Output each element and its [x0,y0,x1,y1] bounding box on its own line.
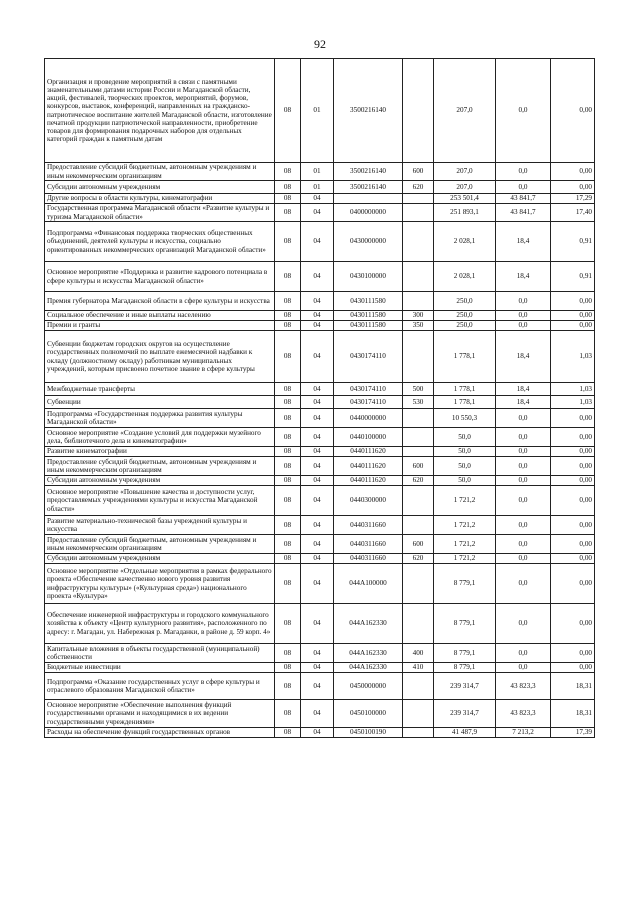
row-section-cell: 08 [275,428,301,447]
row-percent-cell: 18,31 [551,700,595,728]
row-section-cell: 08 [275,194,301,204]
row-name-cell: Субвенции бюджетам городских округов на осуществление государственных полномочий по выплате ежемесячной надбавки к окладу (должностному окладу) работникам муниципальных учреждений, которым присвоено почетное звание в сфере культуры [45,331,275,383]
row-section-cell: 08 [275,447,301,457]
row-percent-cell: 0,00 [551,409,595,428]
table-row [45,700,595,728]
row-exec-cell: 0,0 [496,311,551,321]
row-name-cell: Бюджетные инвестиции [45,663,275,673]
row-subsection-cell: 04 [301,204,334,222]
row-percent-cell: 0,00 [551,554,595,564]
row-target-cell: 0450100190 [334,728,403,738]
row-name-cell: Субсидии автономным учреждениям [45,181,275,194]
row-name-cell: Развитие кинематографии [45,447,275,457]
row-type-cell [403,564,434,604]
row-exec-cell: 43 841,7 [496,194,551,204]
row-subsection-cell: 04 [301,383,334,396]
row-percent-cell: 0,00 [551,663,595,673]
table-row [45,321,595,331]
row-exec-cell: 0,0 [496,428,551,447]
row-exec-cell: 0,0 [496,447,551,457]
row-plan-cell: 253 501,4 [434,194,496,204]
table-row [45,204,595,222]
row-target-cell: 0440311660 [334,535,403,554]
row-type-cell: 600 [403,163,434,181]
row-plan-cell: 50,0 [434,476,496,486]
row-target-cell: 0430174110 [334,331,403,383]
row-type-cell [403,204,434,222]
row-exec-cell: 43 823,3 [496,673,551,700]
table-row [45,486,595,516]
table-row [45,428,595,447]
row-percent-cell: 0,91 [551,222,595,262]
row-subsection-cell: 04 [301,476,334,486]
row-subsection-cell: 04 [301,564,334,604]
row-type-cell [403,428,434,447]
row-subsection-cell: 04 [301,486,334,516]
row-exec-cell: 0,0 [496,604,551,644]
row-target-cell: 044A162330 [334,644,403,663]
row-target-cell: 0430174110 [334,396,403,409]
row-type-cell: 500 [403,383,434,396]
row-percent-cell: 0,91 [551,262,595,292]
row-plan-cell: 1 778,1 [434,383,496,396]
row-percent-cell: 0,00 [551,457,595,476]
table-row [45,476,595,486]
table-row [45,163,595,181]
row-subsection-cell: 04 [301,516,334,535]
row-exec-cell: 0,0 [496,163,551,181]
row-plan-cell: 8 779,1 [434,663,496,673]
table-row [45,396,595,409]
row-target-cell: 0440000000 [334,409,403,428]
row-name-cell: Предоставление субсидий бюджетным, автономным учреждениям и иным некоммерческим организациям [45,457,275,476]
row-plan-cell: 1 721,2 [434,486,496,516]
row-section-cell: 08 [275,59,301,163]
row-type-cell [403,700,434,728]
row-percent-cell: 0,00 [551,604,595,644]
table-row [45,331,595,383]
row-name-cell: Основное мероприятие «Отдельные мероприятия в рамках федерального проекта «Обеспечение качественно нового уровня развития инфраструктуры культуры» («Культурная среда») национального проекта «Культура» [45,564,275,604]
row-subsection-cell: 04 [301,311,334,321]
row-target-cell: 0440111620 [334,457,403,476]
row-percent-cell: 0,00 [551,486,595,516]
row-type-cell [403,331,434,383]
row-subsection-cell: 04 [301,222,334,262]
row-section-cell: 08 [275,222,301,262]
table-row [45,728,595,738]
row-name-cell: Социальное обеспечение и иные выплаты населению [45,311,275,321]
row-target-cell: 0400000000 [334,204,403,222]
table-row [45,457,595,476]
row-type-cell [403,292,434,311]
row-target-cell: 044A100000 [334,564,403,604]
table-row [45,311,595,321]
table-row [45,604,595,644]
row-target-cell: 0440300000 [334,486,403,516]
row-percent-cell: 0,00 [551,644,595,663]
row-name-cell: Капитальные вложения в объекты государственной (муниципальной) собственности [45,644,275,663]
row-exec-cell: 18,4 [496,396,551,409]
row-plan-cell: 41 487,9 [434,728,496,738]
row-name-cell: Основное мероприятие «Повышение качества и доступности услуг, предоставляемых учреждениями культуры и искусства Магаданской области» [45,486,275,516]
row-type-cell [403,59,434,163]
row-subsection-cell: 04 [301,457,334,476]
row-exec-cell: 0,0 [496,564,551,604]
row-plan-cell: 1 778,1 [434,331,496,383]
row-section-cell: 08 [275,476,301,486]
row-target-cell: 0440311660 [334,516,403,535]
row-target-cell: 0450000000 [334,673,403,700]
row-name-cell: Премии и гранты [45,321,275,331]
row-type-cell [403,447,434,457]
row-subsection-cell: 04 [301,331,334,383]
row-plan-cell: 50,0 [434,428,496,447]
row-subsection-cell: 04 [301,396,334,409]
row-percent-cell: 0,00 [551,163,595,181]
table-body [45,59,595,738]
page-number: 92 [314,37,326,51]
row-subsection-cell: 04 [301,700,334,728]
row-target-cell: 0440311660 [334,554,403,564]
row-name-cell: Основное мероприятие «Обеспечение выполнения функций государственными органами и находящимися в их ведении государственными учреждениями» [45,700,275,728]
row-plan-cell: 1 721,2 [434,516,496,535]
row-exec-cell: 0,0 [496,292,551,311]
row-plan-cell: 8 779,1 [434,644,496,663]
row-subsection-cell: 04 [301,194,334,204]
row-percent-cell: 17,40 [551,204,595,222]
row-plan-cell: 1 721,2 [434,554,496,564]
row-exec-cell: 0,0 [496,554,551,564]
row-target-cell: 0440111620 [334,476,403,486]
row-subsection-cell: 04 [301,409,334,428]
row-subsection-cell: 04 [301,673,334,700]
row-subsection-cell: 04 [301,604,334,644]
row-section-cell: 08 [275,292,301,311]
table-row [45,564,595,604]
row-exec-cell: 0,0 [496,516,551,535]
row-target-cell: 0430111580 [334,292,403,311]
row-percent-cell: 0,00 [551,181,595,194]
row-section-cell: 08 [275,204,301,222]
row-subsection-cell: 04 [301,292,334,311]
row-subsection-cell: 04 [301,554,334,564]
row-section-cell: 08 [275,163,301,181]
table-row [45,644,595,663]
row-name-cell: Основное мероприятие «Поддержка и развитие кадрового потенциала в сфере культуры и искусства Магаданской области» [45,262,275,292]
row-plan-cell: 8 779,1 [434,564,496,604]
row-percent-cell: 17,29 [551,194,595,204]
table-row [45,447,595,457]
row-plan-cell: 250,0 [434,321,496,331]
row-exec-cell: 43 823,3 [496,700,551,728]
row-name-cell: Субвенции [45,396,275,409]
row-plan-cell: 8 779,1 [434,604,496,644]
row-subsection-cell: 04 [301,321,334,331]
row-plan-cell: 207,0 [434,163,496,181]
row-exec-cell: 18,4 [496,262,551,292]
row-type-cell [403,673,434,700]
row-percent-cell: 0,00 [551,535,595,554]
row-percent-cell: 0,00 [551,447,595,457]
row-target-cell: 3500216140 [334,59,403,163]
row-subsection-cell: 04 [301,535,334,554]
row-exec-cell: 0,0 [496,409,551,428]
table-row [45,409,595,428]
row-type-cell [403,728,434,738]
row-percent-cell: 0,00 [551,516,595,535]
row-subsection-cell: 01 [301,59,334,163]
row-exec-cell: 0,0 [496,476,551,486]
row-section-cell: 08 [275,311,301,321]
table-row [45,663,595,673]
row-name-cell: Расходы на обеспечение функций государственных органов [45,728,275,738]
row-name-cell: Организация и проведение мероприятий в связи с памятными знаменательными датами истории России и Магаданской области, акций, фестивалей, творческих проектов, мероприятий, форумов, конкурсов, выставок, конференций, направленных на гражданско-патриотическое воспитание жителей Магаданской области, изготовление печатной продукции патриотической направленности, приобретение товаров для формирования подарочных наборов для отдельных категорий граждан к памятным датам [45,59,275,163]
row-percent-cell: 0,00 [551,321,595,331]
budget-table [44,58,595,738]
row-section-cell: 08 [275,644,301,663]
row-name-cell: Подпрограмма «Финансовая поддержка творческих общественных объединений, деятелей культуры и искусства, социально ориентированных некоммерческих организаций Магаданской области» [45,222,275,262]
row-name-cell: Предоставление субсидий бюджетным, автономным учреждениям и иным некоммерческим организациям [45,163,275,181]
row-plan-cell: 2 028,1 [434,222,496,262]
table-row [45,535,595,554]
row-subsection-cell: 04 [301,663,334,673]
row-type-cell [403,222,434,262]
row-name-cell: Субсидии автономным учреждениям [45,554,275,564]
row-exec-cell: 18,4 [496,383,551,396]
row-subsection-cell: 01 [301,181,334,194]
row-section-cell: 08 [275,728,301,738]
row-name-cell: Предоставление субсидий бюджетным, автономным учреждениям и иным некоммерческим организациям [45,535,275,554]
row-plan-cell: 1 778,1 [434,396,496,409]
row-exec-cell: 0,0 [496,181,551,194]
row-target-cell: 0450100000 [334,700,403,728]
row-name-cell: Другие вопросы в области культуры, кинематографии [45,194,275,204]
row-name-cell: Премия губернатора Магаданской области в сфере культуры и искусства [45,292,275,311]
row-section-cell: 08 [275,516,301,535]
row-plan-cell: 250,0 [434,311,496,321]
row-section-cell: 08 [275,486,301,516]
row-plan-cell: 239 314,7 [434,700,496,728]
row-percent-cell: 1,03 [551,396,595,409]
row-plan-cell: 207,0 [434,59,496,163]
row-exec-cell: 0,0 [496,644,551,663]
row-type-cell [403,262,434,292]
row-target-cell: 0430100000 [334,262,403,292]
row-target-cell: 0430111580 [334,321,403,331]
row-name-cell: Государственная программа Магаданской области «Развитие культуры и туризма Магаданской области» [45,204,275,222]
row-type-cell: 600 [403,457,434,476]
row-target-cell: 0440111620 [334,447,403,457]
row-name-cell: Развитие материально-технической базы учреждений культуры и искусства [45,516,275,535]
row-section-cell: 08 [275,663,301,673]
row-percent-cell: 17,39 [551,728,595,738]
table-row [45,59,595,163]
row-section-cell: 08 [275,535,301,554]
table-row [45,554,595,564]
row-exec-cell: 0,0 [496,59,551,163]
row-subsection-cell: 04 [301,447,334,457]
row-name-cell: Субсидии автономным учреждениям [45,476,275,486]
row-type-cell: 530 [403,396,434,409]
row-percent-cell: 0,00 [551,476,595,486]
row-type-cell [403,516,434,535]
row-type-cell [403,409,434,428]
row-exec-cell: 18,4 [496,222,551,262]
row-percent-cell: 1,03 [551,331,595,383]
row-exec-cell: 0,0 [496,321,551,331]
row-type-cell: 620 [403,554,434,564]
row-type-cell: 400 [403,644,434,663]
row-type-cell: 350 [403,321,434,331]
row-section-cell: 08 [275,321,301,331]
table-row [45,383,595,396]
row-section-cell: 08 [275,396,301,409]
table-row [45,673,595,700]
row-exec-cell: 0,0 [496,486,551,516]
row-name-cell: Межбюджетные трансферты [45,383,275,396]
row-plan-cell: 50,0 [434,447,496,457]
row-plan-cell: 1 721,2 [434,535,496,554]
row-target-cell: 0440100000 [334,428,403,447]
table-row [45,516,595,535]
row-type-cell: 620 [403,476,434,486]
row-section-cell: 08 [275,564,301,604]
row-section-cell: 08 [275,554,301,564]
row-plan-cell: 250,0 [434,292,496,311]
row-name-cell: Подпрограмма «Государственная поддержка развития культуры Магаданской области» [45,409,275,428]
table-row [45,292,595,311]
table-row [45,222,595,262]
row-percent-cell: 0,00 [551,292,595,311]
row-subsection-cell: 04 [301,428,334,447]
row-subsection-cell: 01 [301,163,334,181]
row-section-cell: 08 [275,331,301,383]
row-section-cell: 08 [275,262,301,292]
row-target-cell: 044A162330 [334,663,403,673]
row-type-cell [403,604,434,644]
row-target-cell: 0430111580 [334,311,403,321]
row-section-cell: 08 [275,181,301,194]
row-exec-cell: 18,4 [496,331,551,383]
row-plan-cell: 2 028,1 [434,262,496,292]
table-row [45,181,595,194]
row-percent-cell: 0,00 [551,564,595,604]
row-type-cell: 410 [403,663,434,673]
row-percent-cell: 0,00 [551,311,595,321]
row-type-cell: 620 [403,181,434,194]
table-row [45,262,595,292]
row-target-cell: 044A162330 [334,604,403,644]
table-row [45,194,595,204]
row-subsection-cell: 04 [301,644,334,663]
row-type-cell: 300 [403,311,434,321]
row-type-cell [403,486,434,516]
row-percent-cell: 1,03 [551,383,595,396]
row-target-cell [334,194,403,204]
row-target-cell: 0430000000 [334,222,403,262]
row-percent-cell: 0,00 [551,428,595,447]
row-exec-cell: 0,0 [496,457,551,476]
row-name-cell: Основное мероприятие «Создание условий для поддержки музейного дела, библиотечного дела и кинематографии» [45,428,275,447]
row-exec-cell: 0,0 [496,663,551,673]
row-target-cell: 0430174110 [334,383,403,396]
row-section-cell: 08 [275,700,301,728]
row-type-cell: 600 [403,535,434,554]
row-exec-cell: 0,0 [496,535,551,554]
row-percent-cell: 0,00 [551,59,595,163]
row-subsection-cell: 04 [301,262,334,292]
row-name-cell: Обеспечение инженерной инфраструктуры и городского коммунального хозяйства к объекту «Центр культурного развития», расположенного по адресу: г. Магадан, ул. Набережная р. Магаданки, в районе д. 59 корп. 4» [45,604,275,644]
row-name-cell: Подпрограмма «Оказание государственных услуг в сфере культуры и отраслевого образования Магаданской области» [45,673,275,700]
row-target-cell: 3500216140 [334,163,403,181]
row-target-cell: 3500216140 [334,181,403,194]
row-plan-cell: 50,0 [434,457,496,476]
row-percent-cell: 18,31 [551,673,595,700]
row-exec-cell: 43 841,7 [496,204,551,222]
row-plan-cell: 251 893,1 [434,204,496,222]
row-section-cell: 08 [275,604,301,644]
row-subsection-cell: 04 [301,728,334,738]
row-section-cell: 08 [275,673,301,700]
row-plan-cell: 207,0 [434,181,496,194]
row-section-cell: 08 [275,457,301,476]
row-section-cell: 08 [275,383,301,396]
row-section-cell: 08 [275,409,301,428]
row-exec-cell: 7 213,2 [496,728,551,738]
row-plan-cell: 239 314,7 [434,673,496,700]
row-plan-cell: 10 550,3 [434,409,496,428]
row-type-cell [403,194,434,204]
